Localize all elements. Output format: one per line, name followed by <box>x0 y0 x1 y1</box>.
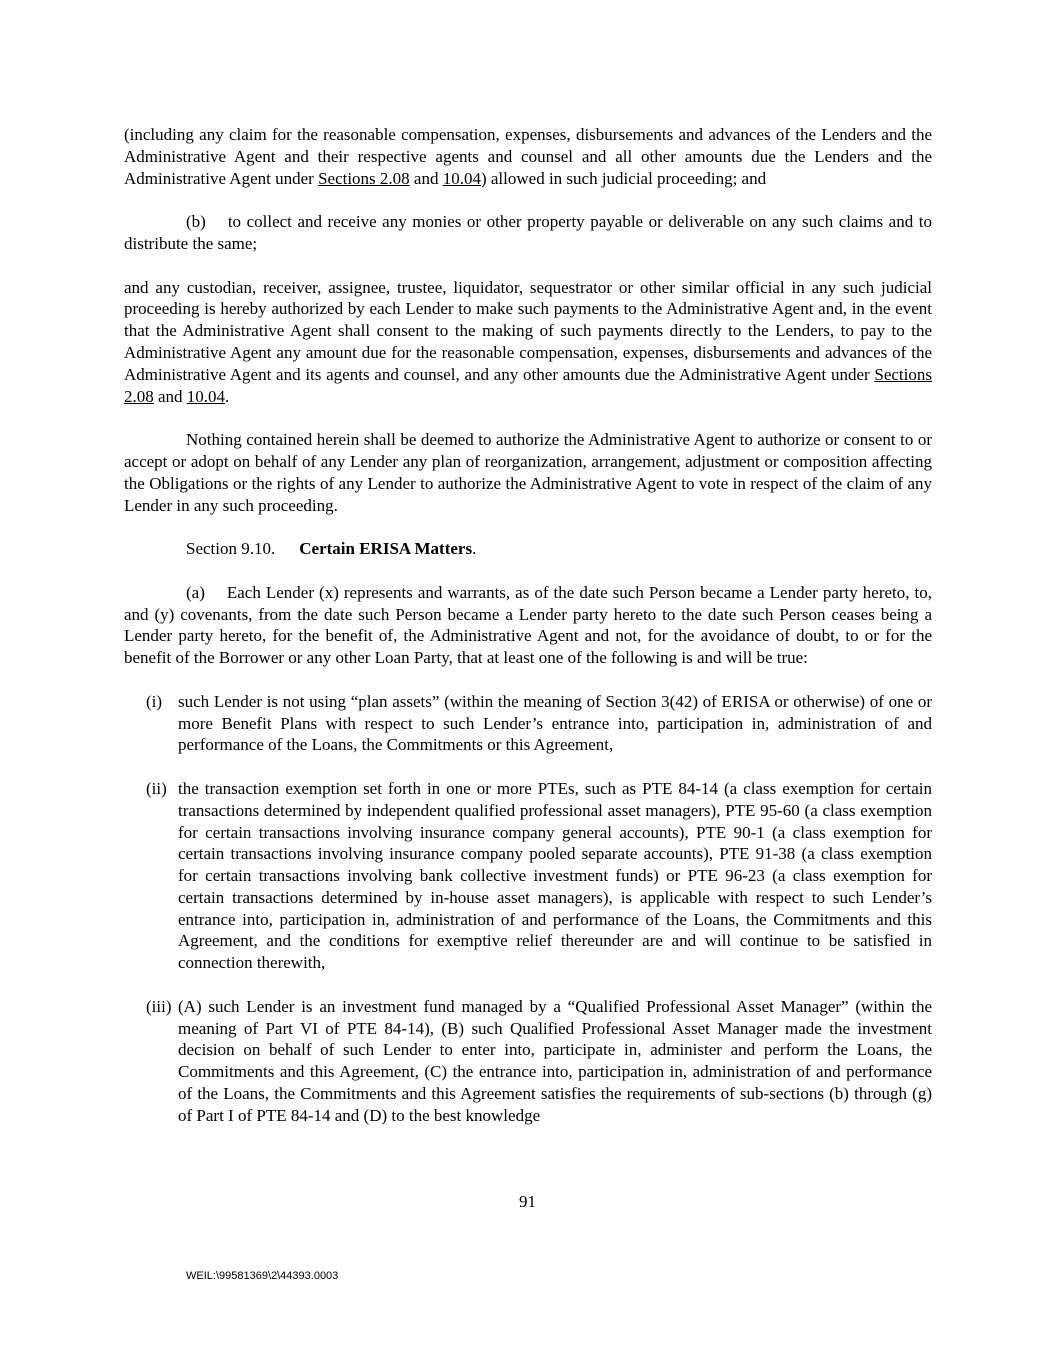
section-reference: 10.04 <box>442 168 481 188</box>
list-item-number: (iii) <box>146 996 172 1016</box>
document-page <box>124 124 932 1127</box>
document-id: WEIL:\99581369\2\44393.0003 <box>186 1270 339 1282</box>
paragraph-b: (b) to collect and receive any monies or other property payable or deliverable on any such claims and to distribute the same; <box>124 212 932 253</box>
paragraph-claims: (including any claim for the reasonable compensation, expenses, disbursements and advances of the Lenders and the Administrative Agent and their respective agents and counsel and all other amounts due the Lenders and the Administrative Agent under Sections 2.08 and 10.04) allowed in such judicial proceeding; and <box>124 125 932 188</box>
paragraph-nothing-contained: Nothing contained herein shall be deemed to authorize the Administrative Agent to authorize or consent to or accept or adopt on behalf of any Lender any plan of reorganization, arrangement, adjustment or composition affecting the Obligations or the rights of any Lender to authorize the Administrative Agent to vote in respect of the claim of any Lender in any such proceeding. <box>124 430 932 515</box>
section-reference: Sections 2.08 <box>318 168 410 188</box>
section-reference: 10.04 <box>186 386 226 406</box>
list-item: (i) such Lender is not using “plan assets” (within the meaning of Section 3(42) of ERISA or otherwise) of one or more Benefit Plans with respect to such Lender’s entrance into, participation in, administration of and performance of the Loans, the Commitments or this Agreement, <box>146 691 932 755</box>
paragraph-custodian: and any custodian, receiver, assignee, trustee, liquidator, sequestrator or other similar official in any such judicial proceeding is hereby authorized by each Lender to make such payments to the Administrative Agent and, in the event that the Administrative Agent shall consent to the making of such payments directly to the Lenders, to pay to the Administrative Agent any amount due for the reasonable compensation, expenses, disbursements and advances of the Administrative Agent and its agents and counsel, and any other amounts due the Administrative Agent under Sections 2.08 and 10.04. <box>124 277 932 406</box>
list-item: (ii) the transaction exemption set forth in one or more PTEs, such as PTE 84-14 (a class exemption for certain transactions determined by independent qualified professional asset managers), PTE 95-60 (a class exemption for certain transactions involving insurance company general accounts), PTE 90-1 (a class exemption for certain transactions involving insurance company pooled separate accounts), PTE 91-38 (a class exemption for certain transactions involving bank collective investment funds) or PTE 96-23 (a class exemption for certain transactions determined by in-house asset managers), is applicable with respect to such Lender’s entrance into, participation in, administration of and performance of the Loans, the Commitments and this Agreement, and the conditions for exemptive relief thereunder are and will continue to be satisfied in connection therewith, <box>146 778 932 973</box>
paragraph-a: (a) Each Lender (x) represents and warrants, as of the date such Person became a Lender party hereto, to, and (y) covenants, from the date such Person became a Lender party hereto to the date such Person ceases being a Lender party hereto, for the benefit of, the Administrative Agent and not, for the avoidance of doubt, to or for the benefit of the Borrower or any other Loan Party, that at least one of the following is and will be true: <box>124 582 932 668</box>
section-title: Certain ERISA Matters <box>299 539 473 559</box>
clause-label: (a) <box>186 582 205 602</box>
list-item-number: (i) <box>146 691 163 711</box>
clause-label: (b) <box>186 212 206 232</box>
list-item-number: (ii) <box>146 778 167 798</box>
section-number: Section 9.10. <box>186 539 276 559</box>
section-reference: Sections 2.08 <box>124 364 932 406</box>
section-heading: Section 9.10. Certain ERISA Matters. <box>186 539 477 559</box>
page-number: 91 <box>519 1192 536 1211</box>
list-item: (iii) (A) such Lender is an investment fund managed by a “Qualified Professional Asset Manager” (within the meaning of Part VI of PTE 84-14), (B) such Qualified Professional Asset Manager made the investment decision on behalf of such Lender to enter into, participate in, administer and perform the Loans, the Commitments and this Agreement, (C) the entrance into, participation in, administration of and performance of the Loans, the Commitments and this Agreement satisfies the requirements of sub-sections (b) through (g) of Part I of PTE 84-14 and (D) to the best knowledge <box>146 996 932 1125</box>
